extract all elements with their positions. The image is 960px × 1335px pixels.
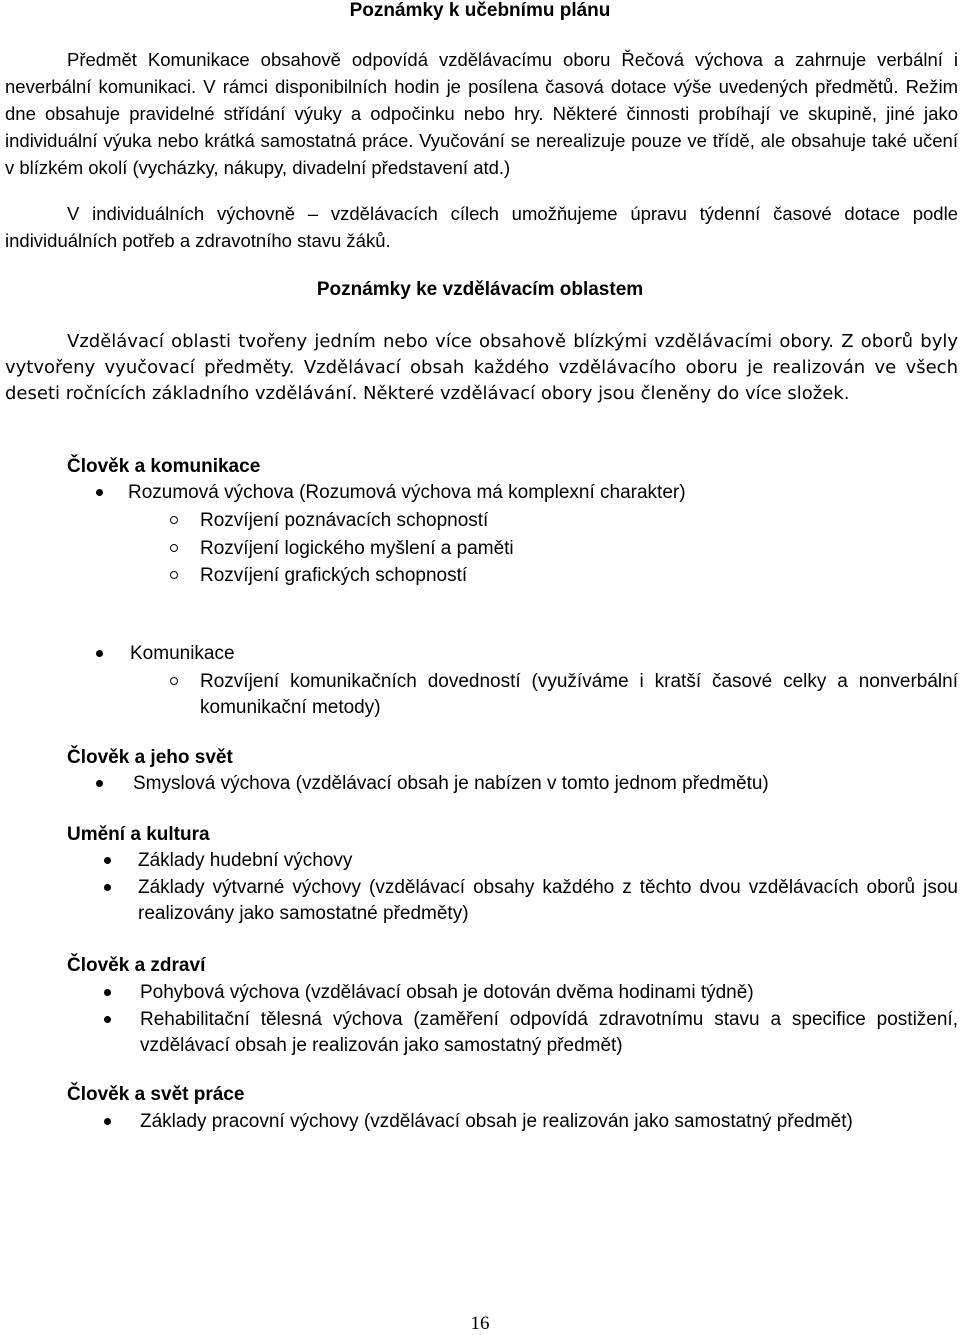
list-item: Komunikace <box>130 643 235 664</box>
bullet-icon <box>96 489 103 496</box>
bullet-icon <box>104 857 111 864</box>
list-item: Základy výtvarné výchovy (vzdělávací obsahy každého z těchto dvou vzdělávacích oborů jsou realizovány jako samostatné předměty) <box>138 877 958 924</box>
list-item: Základy hudební výchovy <box>138 850 353 871</box>
plan-paragraph-1: Předmět Komunikace obsahově odpovídá vzdělávacímu oboru Řečová výchova a zahrnuje verbální i neverbální komunikaci. V rámci disponibilních hodin je posílena časová dotace výše uvedených předmětů. Režim dne obsahuje pravidelné střídání výuky a odpočinku nebo hry. Některé činnosti probíhají ve skupině, jiné jako individuální výuka nebo krátká samostatná práce. Vyučování se nerealizuje pouze ve třídě, ale obsahuje také učení v blízkém okolí (vycházky, nákupy, divadelní představení atd.) <box>5 49 958 178</box>
circle-bullet-icon <box>170 571 178 579</box>
list-item: Rozumová výchova (Rozumová výchova má komplexní charakter) <box>128 482 686 503</box>
sub-list-item: Rozvíjení poznávacích schopností <box>200 510 489 531</box>
list-item: Rehabilitační tělesná výchova (zaměření odpovídá zdravotnímu stavu a specifice postižení, vzdělávací obsah je realizován jako samostatný předmět) <box>140 1009 958 1056</box>
page-title: Poznámky k učebnímu plánu <box>349 0 611 21</box>
section-title: Poznámky ke vzdělávacím oblastem <box>316 279 644 300</box>
area-heading: Člověk a jeho svět <box>67 747 233 768</box>
page-number: 16 <box>470 1313 490 1334</box>
bullet-icon <box>104 884 111 891</box>
area-heading: Člověk a komunikace <box>67 456 261 477</box>
area-heading: Člověk a zdraví <box>67 955 206 976</box>
bullet-icon <box>96 780 103 787</box>
bullet-icon <box>104 989 111 996</box>
circle-bullet-icon <box>170 677 178 685</box>
area-heading: Člověk a svět práce <box>67 1084 245 1105</box>
areas-paragraph: Vzdělávací oblasti tvořeny jedním nebo více obsahově blízkými vzdělávacími obory. Z oborů byly vytvořeny vyučovací předměty. Vzdělávací obsah každého vzdělávacího oboru je realizován ve všech deseti ročnících základního vzdělávání. Některé vzdělávací obory jsou členěny do více složek. <box>5 331 958 404</box>
list-item: Smyslová výchova (vzdělávací obsah je nabízen v tomto jednom předmětu) <box>133 773 769 794</box>
bullet-icon <box>104 1016 111 1023</box>
list-item: Základy pracovní výchovy (vzdělávací obsah je realizován jako samostatný předmět) <box>140 1111 853 1132</box>
sub-list-item: Rozvíjení grafických schopností <box>200 565 468 586</box>
area-heading: Umění a kultura <box>67 824 210 845</box>
list-item: Pohybová výchova (vzdělávací obsah je dotován dvěma hodinami týdně) <box>140 982 754 1003</box>
sub-list-item: Rozvíjení logického myšlení a paměti <box>200 538 514 559</box>
bullet-icon <box>104 1118 111 1125</box>
circle-bullet-icon <box>170 544 178 552</box>
plan-paragraph-2: V individuálních výchovně – vzdělávacích cílech umožňujeme úpravu týdenní časové dotace podle individuálních potřeb a zdravotního stavu žáků. <box>5 203 958 251</box>
sub-list-item: Rozvíjení komunikačních dovedností (využíváme i kratší časové celky a nonverbální komunikační metody) <box>200 671 958 718</box>
circle-bullet-icon <box>170 516 178 524</box>
bullet-icon <box>96 650 103 657</box>
